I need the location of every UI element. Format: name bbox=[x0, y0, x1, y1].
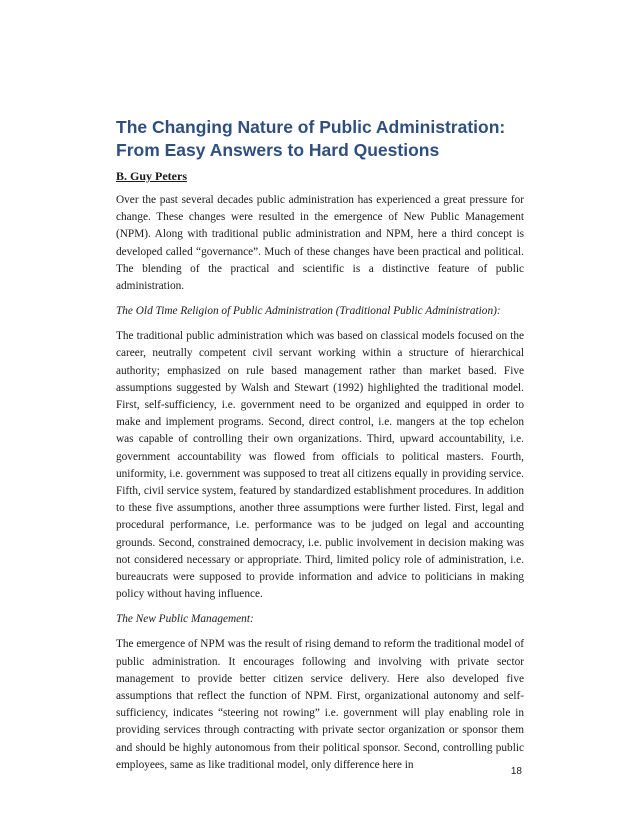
title-line-2: From Easy Answers to Hard Questions bbox=[116, 140, 440, 160]
author-name: B. Guy Peters bbox=[116, 169, 187, 183]
intro-paragraph: Over the past several decades public administration has experienced a great pressure for change. These changes were resulted in the emergence of New Public Management (NPM). Along with traditional public administration and NPM, here a third concept is developed called “governance”. Much of these changes have been practical and political. The blending of the practical and scientific is a distinctive feature of public administration. bbox=[116, 194, 524, 293]
section-body-traditional: The traditional public administration which was based on classical models focused on the career, neutrally competent civil servant working within a structure of hierarchical authority; emphasized on rule based management rather than market based. Five assumptions suggested by Walsh and Stewart (1992) highlighted the traditional model. First, self-sufficiency, i.e. government need to be organized and equipped in order to make and implement programs. Second, direct control, i.e. mangers at the top echelon was capable of controlling their own organizations. Third, upward accountability, i.e. government accountability was flowed from officials to political masters. Fourth, uniformity, i.e. government was supposed to treat all citizens equally in providing service. Fifth, civil service system, featured by standardized establishment procedures. In addition to these five assumptions, another three assumptions were further listed. First, legal and procedural performance, i.e. performance was to be judged on legal and accounting grounds. Second, constrained democracy, i.e. public involvement in decision making was not considered necessary or appropriate. Third, limited policy role of administration, i.e. bureaucrats were supposed to provide information and advice to politicians in making policy without having influence. bbox=[116, 330, 524, 601]
section-heading-traditional: The Old Time Religion of Public Administration (Traditional Public Administration): bbox=[116, 305, 501, 318]
document-page bbox=[116, 116, 524, 774]
page-number: 18 bbox=[510, 766, 522, 777]
section-body-npm: The emergence of NPM was the result of rising demand to reform the traditional model of public administration. It encourages following and involving with private sector management to provide better citizen service delivery. Here also developed five assumptions that reflect the function of NPM. First, organizational autonomy and self-sufficiency, indicates “steering not rowing” i.e. government will play enabling role in providing services through contracting with private sector organization or sponsor them and should be highly autonomous from their political sponsor. Second, controlling public employees, same as like traditional model, only difference here in bbox=[116, 638, 524, 771]
title-line-1: The Changing Nature of Public Administration: bbox=[116, 117, 506, 137]
section-heading-npm: The New Public Management: bbox=[116, 613, 254, 626]
document-title bbox=[116, 116, 524, 162]
